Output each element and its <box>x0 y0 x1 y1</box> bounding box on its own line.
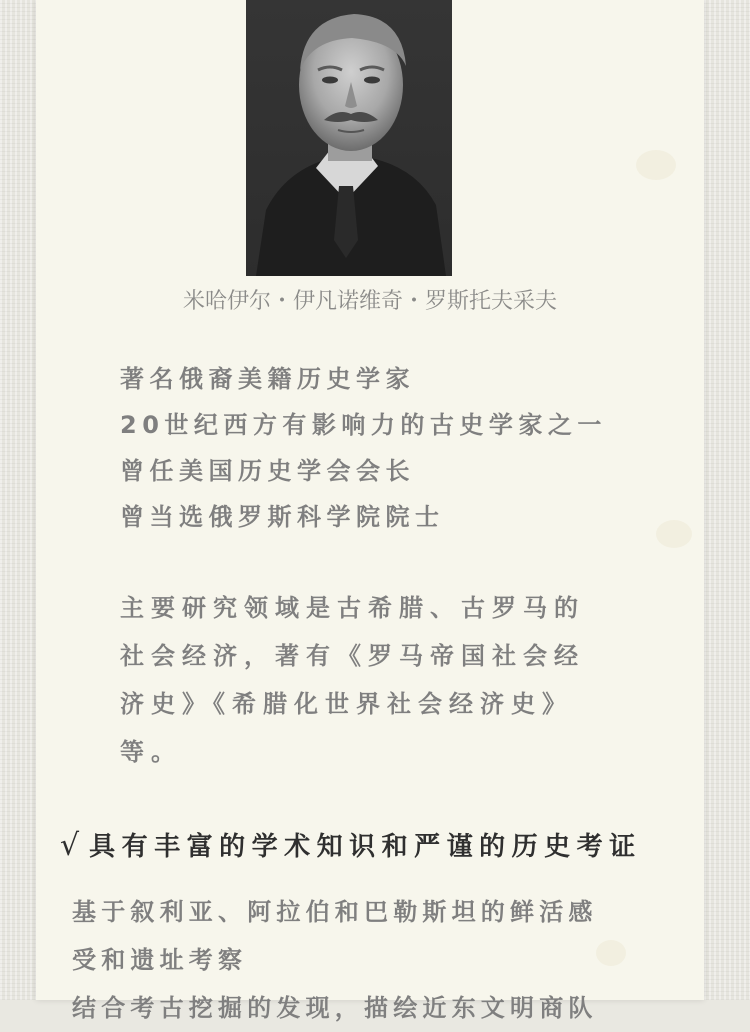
body-line: 受和遗址考察 <box>72 946 248 974</box>
research-fields-section <box>120 584 585 776</box>
section-heading-text: 具有丰富的学术知识和严谨的历史考证 <box>89 832 642 862</box>
bio-line: 曾任美国历史学会会长 <box>120 457 415 485</box>
bio-line: 曾当选俄罗斯科学院院士 <box>120 503 445 531</box>
paper-speck <box>596 940 626 966</box>
portrait-illustration <box>246 0 452 276</box>
body-line: 基于叙利亚、阿拉伯和巴勒斯坦的鲜活感 <box>72 898 598 926</box>
section-heading <box>60 826 642 863</box>
fields-line: 主要研究领域是古希腊、古罗马的 <box>120 594 585 622</box>
body-paragraph <box>72 888 598 1032</box>
right-border-texture <box>704 0 750 1000</box>
left-border-texture <box>0 0 36 1000</box>
fields-line: 等。 <box>120 738 182 766</box>
portrait-photo <box>246 0 452 276</box>
bio-section <box>120 356 607 540</box>
fields-line: 济史》《希腊化世界社会经济史》 <box>120 690 573 718</box>
fields-line: 社会经济，著有《罗马帝国社会经 <box>120 642 585 670</box>
paper-speck <box>636 150 676 180</box>
portrait-caption: 米哈伊尔・伊凡诺维奇・罗斯托夫采夫 <box>182 289 557 314</box>
bio-line: 著名俄裔美籍历史学家 <box>120 365 415 393</box>
body-line: 结合考古挖掘的发现，描绘近东文明商队 <box>72 994 598 1022</box>
paper-speck <box>656 520 692 548</box>
checkmark-icon: √ <box>60 828 80 863</box>
bio-line: 20世纪西方有影响力的古史学家之一 <box>120 411 607 439</box>
paper-page <box>36 0 704 1022</box>
